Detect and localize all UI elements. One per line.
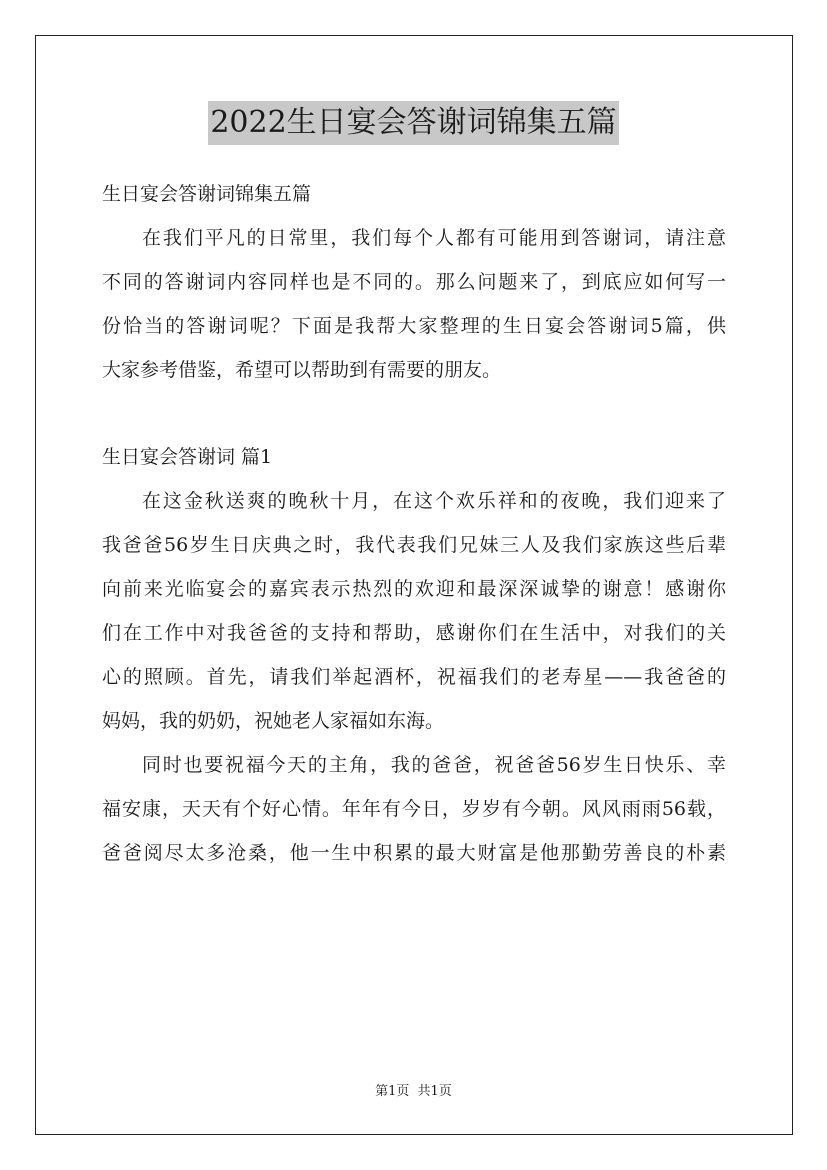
paragraph-line: 向前来光临宴会的嘉宾表示热烈的欢迎和最深深诚挚的谢意！感谢你 — [102, 578, 726, 600]
paragraph-line: 福安康，天天有个好心情。年年有今日，岁岁有今朝。风风雨雨56载， — [102, 798, 726, 820]
document-body — [102, 172, 726, 875]
section-heading: 生日宴会答谢词 篇1 — [102, 446, 273, 468]
paragraph-line: 妈妈，我的奶奶，祝她老人家福如东海。 — [102, 710, 445, 732]
page-number-footer: 第1页 共1页 — [375, 1084, 452, 1099]
intro-line: 不同的答谢词内容同样也是不同的。那么问题来了，到底应如何写一 — [102, 271, 726, 293]
paragraph-line: 在这金秋送爽的晚秋十月，在这个欢乐祥和的夜晚，我们迎来了 — [142, 490, 726, 512]
page-title: 2022生日宴会答谢词锦集五篇 — [208, 101, 618, 145]
paragraph-line: 同时也要祝福今天的主角，我的爸爸，祝爸爸56岁生日快乐、幸 — [142, 754, 726, 776]
paragraph-line: 们在工作中对我爸爸的支持和帮助，感谢你们在生活中，对我们的关 — [102, 622, 726, 644]
paragraph-line: 我爸爸56岁生日庆典之时，我代表我们兄妹三人及我们家族这些后辈 — [102, 534, 726, 556]
subtitle: 生日宴会答谢词锦集五篇 — [102, 183, 312, 205]
intro-line: 大家参考借鉴，希望可以帮助到有需要的朋友。 — [102, 359, 502, 381]
intro-line: 在我们平凡的日常里，我们每个人都有可能用到答谢词，请注意 — [142, 227, 726, 249]
paragraph-line: 心的照顾。首先，请我们举起酒杯，祝福我们的老寿星——我爸爸的 — [102, 666, 726, 688]
paragraph-line: 爸爸阅尽太多沧桑，他一生中积累的最大财富是他那勤劳善良的朴素 — [102, 842, 726, 864]
title-container — [0, 101, 827, 145]
intro-line: 份恰当的答谢词呢？下面是我帮大家整理的生日宴会答谢词5篇，供 — [102, 315, 726, 337]
spacer — [102, 392, 726, 435]
